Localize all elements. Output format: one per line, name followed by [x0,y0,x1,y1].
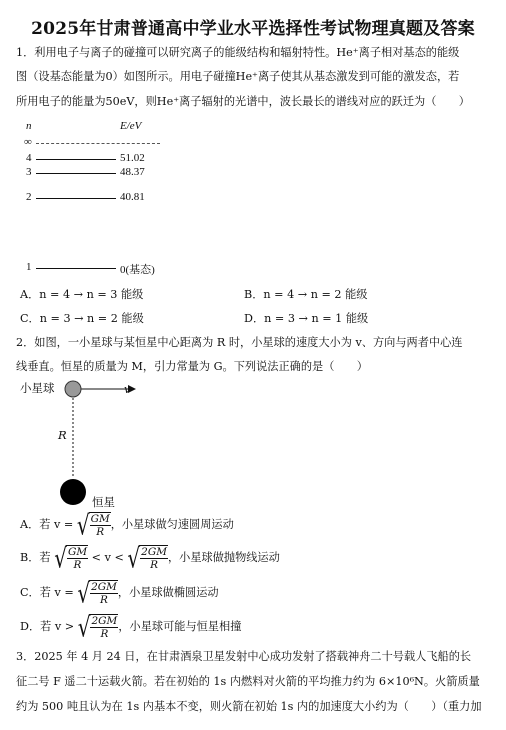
q2-line2: 线垂直。恒星的质量为 M，引力常量为 G。下列说法正确的是（ ） [16,360,368,373]
small-star-label: 小星球 [20,381,55,395]
q1-line3: 所用电子的能量为50eV，则He⁺离子辐射的光谱中，波长最长的谱线对应的跃迁为（ ） [16,95,470,108]
q3-line3: 约为 500 吨且认为在 1s 内基本不变，则火箭在初始 1s 内的加速度大小约为（ ）（重力加 [16,700,482,713]
q1-option-c[interactable]: C．n = 3 → n = 2 能级 [20,312,144,325]
level-3-n: 3 [26,166,32,178]
star-circle [60,479,86,505]
level-inf-line [36,143,160,144]
q2-option-d[interactable]: D．若 v > √ $\frac{2GM}{R}$ ，小星球可能与恒星相撞 [20,610,242,644]
q2-option-c[interactable]: C．若 v = √ $\frac{2GM}{R}$ ，小星球做椭圆运动 [20,576,219,610]
level-2-line [36,198,116,199]
diagram-energy-label: E/eV [120,120,142,132]
level-1-energy: 0(基态) [120,264,155,276]
q2-option-a[interactable]: A．若 v = √ $\frac{GM}{R}$ ，小星球做匀速圆周运动 [20,508,234,542]
star-label: 恒星 [92,495,115,509]
q1-option-a[interactable]: A．n = 4 → n = 3 能级 [20,288,144,301]
q1-line2: 图（设基态能量为0）如图所示。用电子碰撞He⁺离子使其从基态激发到可能的激发态，若 [16,70,460,83]
q1-line1: 1．利用电子与离子的碰撞可以研究离子的能级结构和辐射特性。He⁺离子相对基态的能级 [16,46,460,59]
level-2-energy: 40.81 [120,191,145,203]
diagram-n-label: n [26,120,32,132]
velocity-label: v [124,382,131,396]
level-1-n: 1 [26,261,32,273]
q3-line2: 征二号 F 遥二十运载火箭。若在初始的 1s 内燃料对火箭的平均推力约为 6×10⁶N。火箭质量 [16,675,480,688]
level-3-energy: 48.37 [120,166,145,178]
level-4-energy: 51.02 [120,152,145,164]
q2-line1: 2．如图，一小星球与某恒星中心距离为 R 时，小星球的速度大小为 v、方向与两者中心连 [16,336,463,349]
level-1-line [36,268,116,269]
page-title: 2025年甘肃普通高中学业水平选择性考试物理真题及答案 [31,19,475,39]
level-inf-label: ∞ [24,136,32,148]
q2-option-b[interactable]: B．若 √ $\frac{GM}{R}$ < v < √ $\frac{2GM}{R}$ ，小星球做抛物线运动 [20,541,280,575]
orbit-figure [50,378,190,518]
q1-option-d[interactable]: D．n = 3 → n = 1 能级 [244,312,369,325]
q1-option-b[interactable]: B．n = 4 → n = 2 能级 [244,288,368,301]
q3-line1: 3．2025 年 4 月 24 日，在甘肃酒泉卫星发射中心成功发射了搭载神舟二十号载人飞船的长 [16,650,472,663]
small-star-circle [65,381,81,397]
level-3-line [36,173,116,174]
level-4-line [36,159,116,160]
level-2-n: 2 [26,191,32,203]
level-4-n: 4 [26,152,32,164]
radius-label: R [58,428,67,442]
